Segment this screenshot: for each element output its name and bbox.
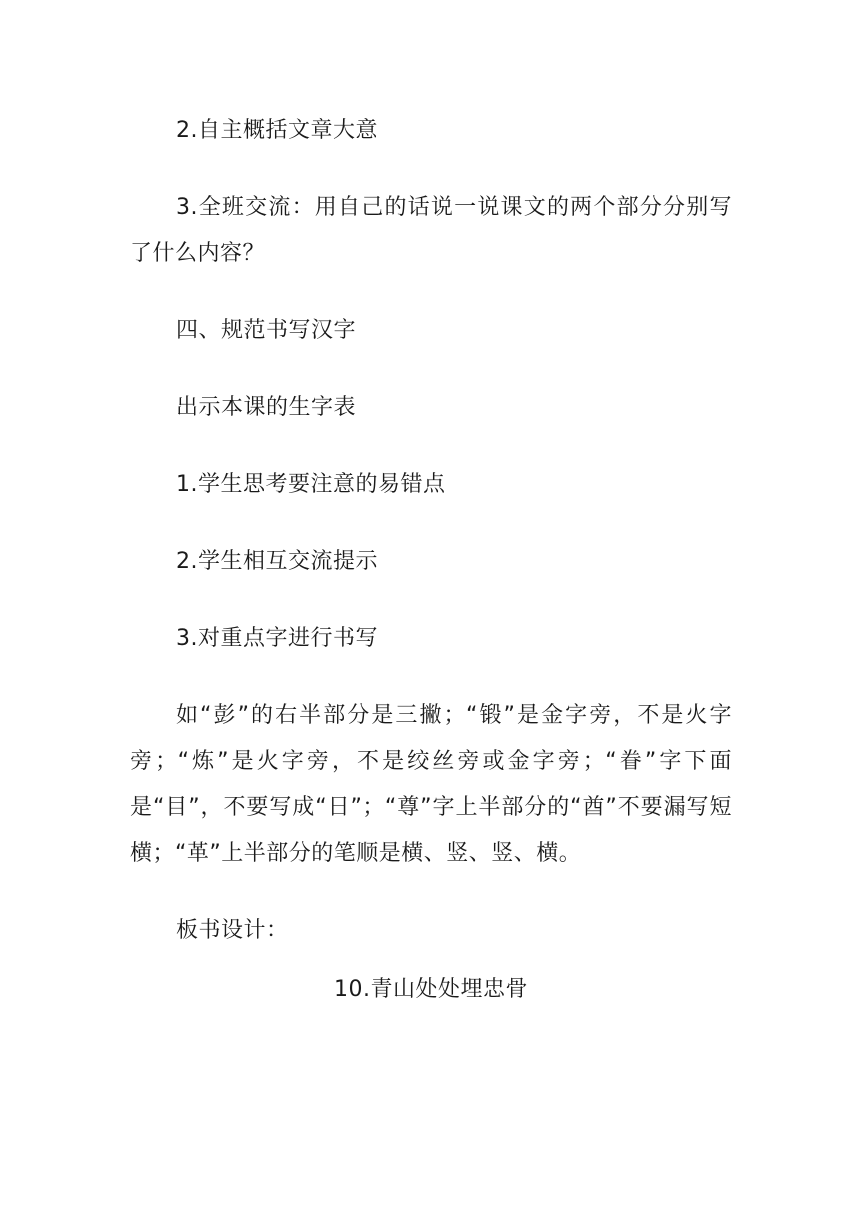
paragraph-error-points: 1.学生思考要注意的易错点 <box>176 472 446 497</box>
paragraph-board-design-label: 板书设计： <box>176 918 289 943</box>
board-title: 10.青山处处埋忠骨 <box>334 977 528 1002</box>
document-body <box>130 108 732 1013</box>
paragraph-character-notes: 如“彭”的右半部分是三撇；“锻”是金字旁，不是火字旁；“炼”是火字旁，不是绞丝旁或金字旁；“眷”字下面是“目”，不要写成“日”；“尊”字上半部分的“酋”不要漏写短横；“革”上半部分的笔顺是横、竖、竖、横。 <box>130 703 732 866</box>
paragraph-class-discussion: 3.全班交流：用自己的话说一说课文的两个部分分别写了什么内容？ <box>130 195 732 266</box>
paragraph-peer-exchange: 2.学生相互交流提示 <box>176 549 378 574</box>
paragraph-summary-step: 2.自主概括文章大意 <box>176 118 378 143</box>
paragraph-key-characters: 3.对重点字进行书写 <box>176 626 378 651</box>
paragraph-show-character-table: 出示本课的生字表 <box>176 395 357 420</box>
section-heading-writing: 四、规范书写汉字 <box>176 318 357 343</box>
